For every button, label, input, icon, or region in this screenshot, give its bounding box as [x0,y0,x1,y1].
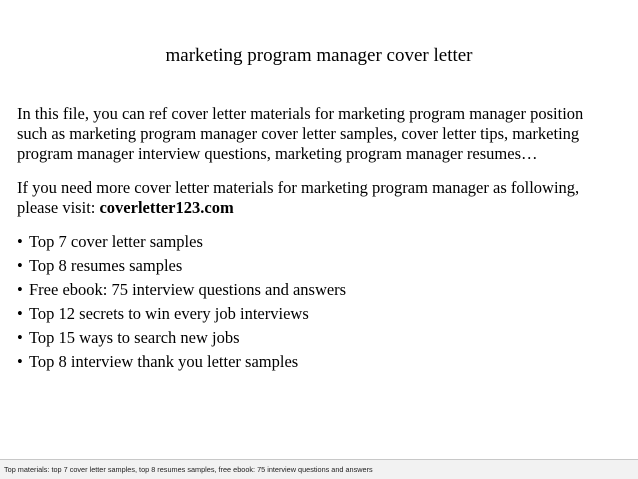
list-item [17,232,617,252]
list-item-text: Top 8 interview thank you letter samples [29,352,299,371]
visit-paragraph-text: If you need more cover letter materials for marketing program manager as following, please visit: [17,178,580,217]
slide-title: marketing program manager cover letter [165,45,473,66]
list-item [17,328,617,348]
list-item [17,280,617,300]
visit-paragraph [17,178,617,218]
bullet-icon: • [17,352,23,371]
site-link[interactable]: coverletter123.com [99,198,234,217]
list-item-text: Top 7 cover letter samples [29,232,203,251]
materials-list [17,232,617,372]
list-item [17,304,617,324]
footer-bar [0,459,638,479]
bullet-icon: • [17,256,23,275]
bullet-icon: • [17,304,23,323]
bullet-icon: • [17,280,23,299]
bullet-icon: • [17,232,23,251]
bullet-icon: • [17,328,23,347]
footer-text: Top materials: top 7 cover letter samples, top 8 resumes samples, free ebook: 75 interview questions and answers [4,465,373,474]
list-item [17,256,617,276]
slide-content [17,104,617,376]
list-item-text: Top 8 resumes samples [29,256,183,275]
intro-paragraph: In this file, you can ref cover letter materials for marketing program manager position such as marketing program manager cover letter samples, cover letter tips, marketing program manager interview questions, marketing program manager resumes… [17,104,584,163]
list-item-text: Top 15 ways to search new jobs [29,328,240,347]
list-item-text: Free ebook: 75 interview questions and answers [29,280,347,299]
list-item [17,352,617,372]
list-item-text: Top 12 secrets to win every job interviews [29,304,309,323]
